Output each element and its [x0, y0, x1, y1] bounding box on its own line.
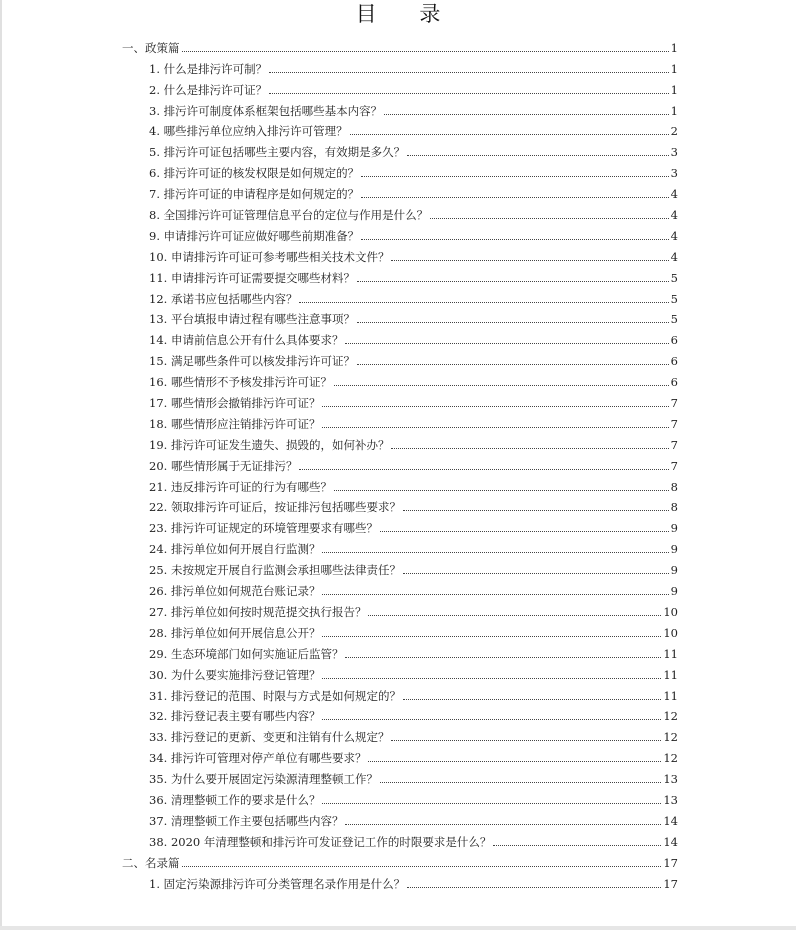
toc-page-number: 9 — [670, 542, 678, 557]
toc-leader-dots — [357, 364, 669, 365]
toc-page-number: 1 — [670, 103, 678, 118]
toc-entry[interactable] — [122, 180, 678, 201]
toc-entry[interactable] — [122, 514, 678, 535]
toc-entry-label: 24. 排污单位如何开展自行监测？ — [149, 542, 321, 557]
toc-entry[interactable] — [122, 306, 678, 327]
toc-leader-dots — [322, 636, 661, 637]
toc-entry-label: 30. 为什么要实施排污登记管理？ — [149, 667, 321, 682]
table-of-contents — [122, 34, 678, 891]
toc-page-number: 7 — [670, 437, 678, 452]
toc-entry-label: 17. 哪些情形会撤销排污许可证？ — [149, 396, 321, 411]
toc-leader-dots — [345, 343, 668, 344]
toc-page-number: 1 — [670, 82, 678, 97]
toc-leader-dots — [430, 218, 669, 219]
toc-leader-dots — [407, 155, 669, 156]
toc-page-number: 5 — [670, 291, 678, 306]
toc-leader-dots — [361, 239, 669, 240]
toc-entry[interactable] — [122, 535, 678, 556]
toc-entry[interactable] — [122, 118, 678, 139]
toc-entry-label: 31. 排污登记的范围、时限与方式是如何规定的？ — [149, 688, 401, 703]
toc-entry-label: 12. 承诺书应包括哪些内容？ — [149, 291, 298, 306]
toc-leader-dots — [368, 761, 661, 762]
toc-page-number: 10 — [663, 604, 678, 619]
toc-leader-dots — [403, 573, 669, 574]
toc-entry-label: 16. 哪些情形不予核发排污许可证？ — [149, 375, 332, 390]
toc-leader-dots — [403, 699, 661, 700]
toc-entry-label: 一、政策篇 — [122, 40, 180, 55]
toc-entry-label: 27. 排污单位如何按时规范提交执行报告？ — [149, 604, 367, 619]
toc-entry-label: 35. 为什么要开展固定污染源清理整顿工作？ — [149, 772, 378, 787]
toc-entry-label: 21. 违反排污许可证的行为有哪些？ — [149, 479, 332, 494]
toc-page-number: 7 — [670, 416, 678, 431]
toc-entry-label: 34. 排污许可管理对停产单位有哪些要求？ — [149, 751, 367, 766]
toc-leader-dots — [334, 385, 669, 386]
toc-entry[interactable] — [122, 682, 678, 703]
toc-leader-dots — [269, 93, 669, 94]
toc-leader-dots — [322, 406, 668, 407]
toc-entry-label: 38. 2020 年清理整顿和排污许可发证登记工作的时限要求是什么？ — [149, 834, 492, 849]
toc-leader-dots — [182, 866, 662, 867]
toc-entry[interactable] — [122, 368, 678, 389]
toc-entry[interactable] — [122, 870, 678, 891]
toc-section[interactable] — [122, 34, 678, 55]
toc-entry[interactable] — [122, 431, 678, 452]
toc-leader-dots — [391, 260, 668, 261]
toc-page-number: 12 — [663, 751, 678, 766]
toc-leader-dots — [334, 490, 669, 491]
toc-entry[interactable] — [122, 765, 678, 786]
toc-entry-label: 15. 满足哪些条件可以核发排污许可证？ — [149, 354, 355, 369]
toc-page-number: 1 — [670, 61, 678, 76]
toc-entry-label: 13. 平台填报申请过程有哪些注意事项？ — [149, 312, 355, 327]
toc-entry[interactable] — [122, 828, 678, 849]
toc-leader-dots — [299, 469, 668, 470]
toc-entry-label: 8. 全国排污许可证管理信息平台的定位与作用是什么？ — [149, 208, 429, 223]
toc-entry[interactable] — [122, 661, 678, 682]
toc-page-number: 12 — [663, 709, 678, 724]
toc-page-number: 11 — [663, 667, 678, 682]
toc-entry[interactable] — [122, 285, 678, 306]
toc-entry[interactable] — [122, 55, 678, 76]
toc-leader-dots — [345, 824, 661, 825]
toc-entry[interactable] — [122, 97, 678, 118]
toc-leader-dots — [322, 719, 661, 720]
toc-leader-dots — [322, 594, 668, 595]
toc-entry[interactable] — [122, 723, 678, 744]
toc-leader-dots — [322, 427, 668, 428]
toc-leader-dots — [350, 134, 669, 135]
toc-entry-label: 29. 生态环境部门如何实施证后监管？ — [149, 646, 344, 661]
toc-page-number: 13 — [663, 772, 678, 787]
toc-entry-label: 9. 申请排污许可证应做好哪些前期准备？ — [149, 228, 360, 243]
toc-page-number: 4 — [670, 187, 678, 202]
toc-entry[interactable] — [122, 598, 678, 619]
toc-entry-label: 25. 未按规定开展自行监测会承担哪些法律责任？ — [149, 563, 401, 578]
toc-section[interactable] — [122, 849, 678, 870]
toc-entry-label: 10. 申请排污许可证可参考哪些相关技术文件？ — [149, 249, 390, 264]
toc-leader-dots — [299, 302, 668, 303]
toc-page-number: 5 — [670, 312, 678, 327]
toc-entry-label: 14. 申请前信息公开有什么具体要求？ — [149, 333, 344, 348]
toc-entry-label: 11. 申请排污许可证需要提交哪些材料？ — [149, 270, 355, 285]
toc-entry-label: 1. 固定污染源排污许可分类管理名录作用是什么？ — [149, 876, 406, 891]
toc-entry[interactable] — [122, 577, 678, 598]
toc-leader-dots — [391, 448, 668, 449]
toc-page-number: 4 — [670, 208, 678, 223]
page-left-edge — [0, 0, 2, 930]
toc-entry-label: 3. 排污许可制度体系框架包括哪些基本内容？ — [149, 103, 383, 118]
toc-entry-label: 26. 排污单位如何规范台账记录？ — [149, 584, 321, 599]
toc-page-number: 10 — [663, 625, 678, 640]
toc-page-number: 4 — [670, 249, 678, 264]
toc-entry[interactable] — [122, 786, 678, 807]
toc-entry[interactable] — [122, 243, 678, 264]
toc-entry[interactable] — [122, 347, 678, 368]
toc-page-number: 6 — [670, 333, 678, 348]
toc-entry-label: 19. 排污许可证发生遗失、损毁的，如何补办？ — [149, 437, 390, 452]
toc-entry-label: 6. 排污许可证的核发权限是如何规定的？ — [149, 166, 360, 181]
toc-entry[interactable] — [122, 556, 678, 577]
toc-leader-dots — [357, 322, 669, 323]
toc-entry-label: 33. 排污登记的更新、变更和注销有什么规定？ — [149, 730, 390, 745]
toc-leader-dots — [407, 887, 661, 888]
toc-entry-label: 7. 排污许可证的申请程序是如何规定的？ — [149, 187, 360, 202]
toc-page-number: 17 — [663, 855, 678, 870]
toc-page-number: 4 — [670, 228, 678, 243]
toc-entry[interactable] — [122, 222, 678, 243]
toc-page-number: 9 — [670, 563, 678, 578]
toc-page-number: 6 — [670, 375, 678, 390]
toc-leader-dots — [361, 176, 669, 177]
toc-leader-dots — [345, 657, 661, 658]
toc-leader-dots — [182, 51, 669, 52]
toc-entry[interactable] — [122, 159, 678, 180]
toc-entry-label: 20. 哪些情形属于无证排污？ — [149, 458, 298, 473]
toc-leader-dots — [357, 281, 669, 282]
toc-leader-dots — [322, 552, 668, 553]
toc-page-number: 8 — [670, 479, 678, 494]
toc-page-number: 11 — [663, 688, 678, 703]
toc-leader-dots — [322, 803, 661, 804]
toc-entry[interactable] — [122, 201, 678, 222]
toc-page-number: 7 — [670, 396, 678, 411]
toc-entry-label: 18. 哪些情形应注销排污许可证？ — [149, 416, 321, 431]
toc-entry[interactable] — [122, 619, 678, 640]
toc-page-number: 5 — [670, 270, 678, 285]
toc-entry[interactable] — [122, 703, 678, 724]
toc-page-number: 14 — [663, 813, 678, 828]
toc-page-number: 1 — [670, 40, 678, 55]
toc-page-number: 7 — [670, 458, 678, 473]
toc-entry[interactable] — [122, 326, 678, 347]
page-bottom-edge — [0, 926, 796, 930]
toc-entry-label: 1. 什么是排污许可制？ — [149, 61, 268, 76]
toc-page-number: 2 — [670, 124, 678, 139]
toc-entry-label: 28. 排污单位如何开展信息公开？ — [149, 625, 321, 640]
toc-entry[interactable] — [122, 807, 678, 828]
toc-leader-dots — [269, 72, 669, 73]
toc-entry-label: 5. 排污许可证包括哪些主要内容，有效期是多久？ — [149, 145, 406, 160]
toc-title: 目 录 — [355, 2, 459, 26]
toc-page-number: 12 — [663, 730, 678, 745]
toc-page-number: 6 — [670, 354, 678, 369]
toc-entry[interactable] — [122, 138, 678, 159]
toc-entry-label: 36. 清理整顿工作的要求是什么？ — [149, 792, 321, 807]
toc-entry[interactable] — [122, 76, 678, 97]
toc-page-number: 17 — [663, 876, 678, 891]
toc-leader-dots — [391, 740, 661, 741]
toc-page-number: 9 — [670, 584, 678, 599]
toc-entry-label: 37. 清理整顿工作主要包括哪些内容？ — [149, 813, 344, 828]
toc-leader-dots — [322, 678, 661, 679]
toc-page-number: 3 — [670, 166, 678, 181]
toc-leader-dots — [361, 197, 669, 198]
toc-leader-dots — [380, 531, 669, 532]
toc-page-number: 9 — [670, 521, 678, 536]
toc-leader-dots — [403, 510, 669, 511]
toc-leader-dots — [380, 782, 661, 783]
toc-entry-label: 2. 什么是排污许可证？ — [149, 82, 268, 97]
toc-entry-label: 32. 排污登记表主要有哪些内容？ — [149, 709, 321, 724]
toc-entry-label: 22. 领取排污许可证后，按证排污包括哪些要求？ — [149, 500, 401, 515]
toc-entry-label: 二、名录篇 — [122, 855, 180, 870]
toc-entry[interactable] — [122, 640, 678, 661]
toc-page-number: 3 — [670, 145, 678, 160]
toc-entry[interactable] — [122, 410, 678, 431]
toc-entry[interactable] — [122, 494, 678, 515]
toc-entry-label: 4. 哪些排污单位应纳入排污许可管理？ — [149, 124, 348, 139]
toc-entry-label: 23. 排污许可证规定的环境管理要求有哪些？ — [149, 521, 378, 536]
toc-entry[interactable] — [122, 389, 678, 410]
toc-page-number: 14 — [663, 834, 678, 849]
toc-page-number: 8 — [670, 500, 678, 515]
toc-entry[interactable] — [122, 744, 678, 765]
toc-leader-dots — [384, 114, 669, 115]
toc-page-number: 11 — [663, 646, 678, 661]
toc-leader-dots — [493, 845, 661, 846]
toc-leader-dots — [368, 615, 661, 616]
toc-entry[interactable] — [122, 452, 678, 473]
toc-entry[interactable] — [122, 264, 678, 285]
toc-entry[interactable] — [122, 473, 678, 494]
toc-page-number: 13 — [663, 792, 678, 807]
